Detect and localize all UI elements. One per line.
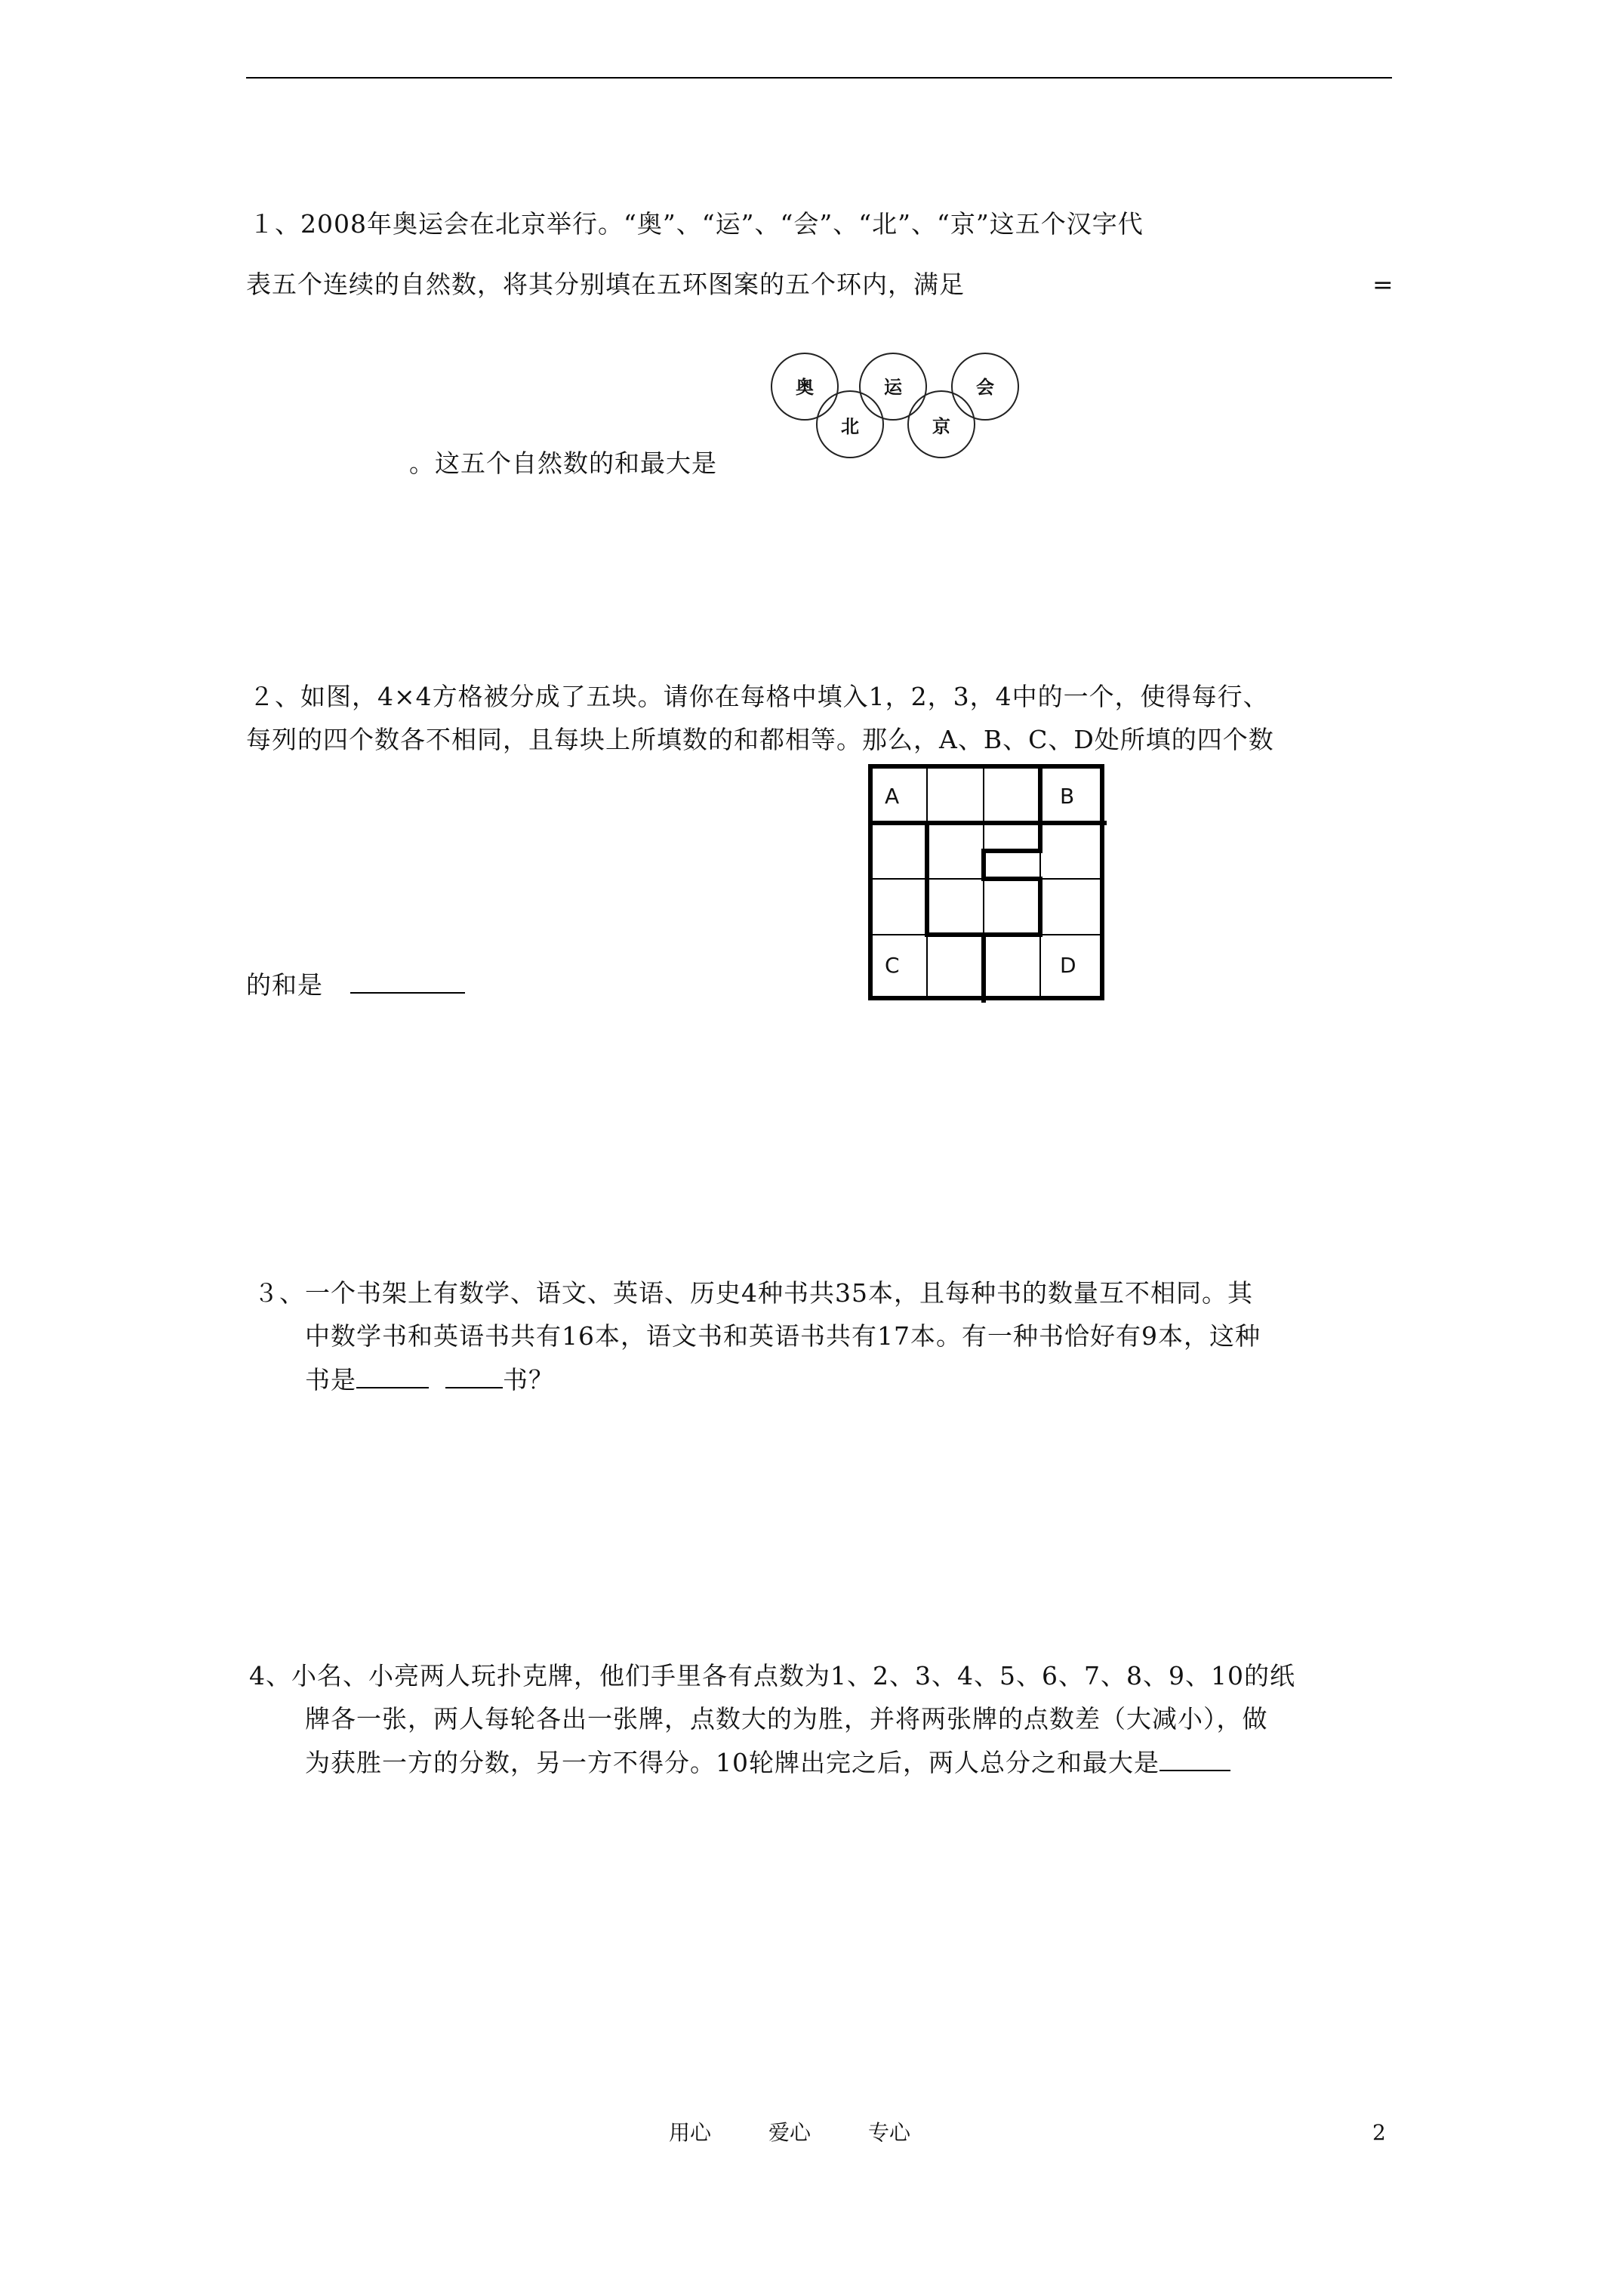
q4-line-3	[305, 1747, 1230, 1778]
ring-label-bei: 北	[841, 416, 859, 437]
ring-label-yun: 运	[884, 377, 902, 398]
page-number: 2	[1372, 2120, 1386, 2145]
header-rule	[246, 77, 1392, 79]
q2-line-3	[246, 969, 465, 1000]
q2-answer-blank	[350, 969, 465, 994]
cell-b-label: B	[1060, 784, 1075, 809]
q4-line-2: 牌各一张，两人每轮各出一张牌，点数大的为胜，并将两张牌的点数差（大减小），做	[305, 1704, 1268, 1734]
q3-answer-blank-2	[445, 1364, 503, 1388]
ring-label-hui: 会	[976, 377, 994, 398]
q3-line-3-start: 书是	[305, 1365, 356, 1395]
q1-equals-sign: =	[1372, 270, 1394, 299]
q4-answer-blank	[1160, 1747, 1230, 1771]
cell-a-label: A	[885, 784, 900, 809]
grid-figure	[868, 764, 1110, 1006]
footer-text-2: 爱心	[768, 2120, 812, 2145]
q4-line-3-text: 为获胜一方的分数，另一方不得分。10轮牌出完之后，两人总分之和最大是	[305, 1748, 1160, 1777]
ring-label-ao: 奥	[796, 377, 814, 398]
q1-line-2: 表五个连续的自然数，将其分别填在五环图案的五个环内，满足	[246, 270, 965, 299]
q3-line-3-end: 书？	[503, 1365, 554, 1395]
footer-text-3: 专心	[868, 2120, 911, 2145]
cell-c-label: C	[885, 953, 900, 978]
cell-d-label: D	[1060, 953, 1076, 978]
q3-answer-blank-1	[356, 1364, 429, 1388]
q4-line-1: 4、小名、小亮两人玩扑克牌，他们手里各有点数为1、2、3、4、5、6、7、8、9、10的纸	[249, 1661, 1295, 1690]
ring-label-jing: 京	[932, 416, 950, 437]
q1-line-1: １、2008年奥运会在北京举行。“奥”、“运”、“会”、“北”、“京”这五个汉字代	[249, 209, 1144, 239]
q3-line-2: 中数学书和英语书共有16本，语文书和英语书共有17本。有一种书恰好有9本，这种	[305, 1321, 1261, 1351]
q3-line-3	[305, 1364, 554, 1395]
q2-line-2: 每列的四个数各不相同，且每块上所填数的和都相等。那么，A、B、C、D处所填的四个数	[246, 725, 1274, 754]
five-rings-figure	[762, 350, 1027, 464]
footer-text-1: 用心	[669, 2120, 712, 2145]
q3-line-1: ３、一个书架上有数学、语文、英语、历史4种书共35本，且每种书的数量互不相同。其	[254, 1278, 1253, 1308]
q2-line-3-text: 的和是	[246, 970, 323, 1000]
q2-line-1: ２、如图，4×4方格被分成了五块。请你在每格中填入1，2，3，4中的一个，使得每行、	[249, 682, 1269, 711]
q1-line-3: 。这五个自然数的和最大是	[409, 448, 717, 478]
